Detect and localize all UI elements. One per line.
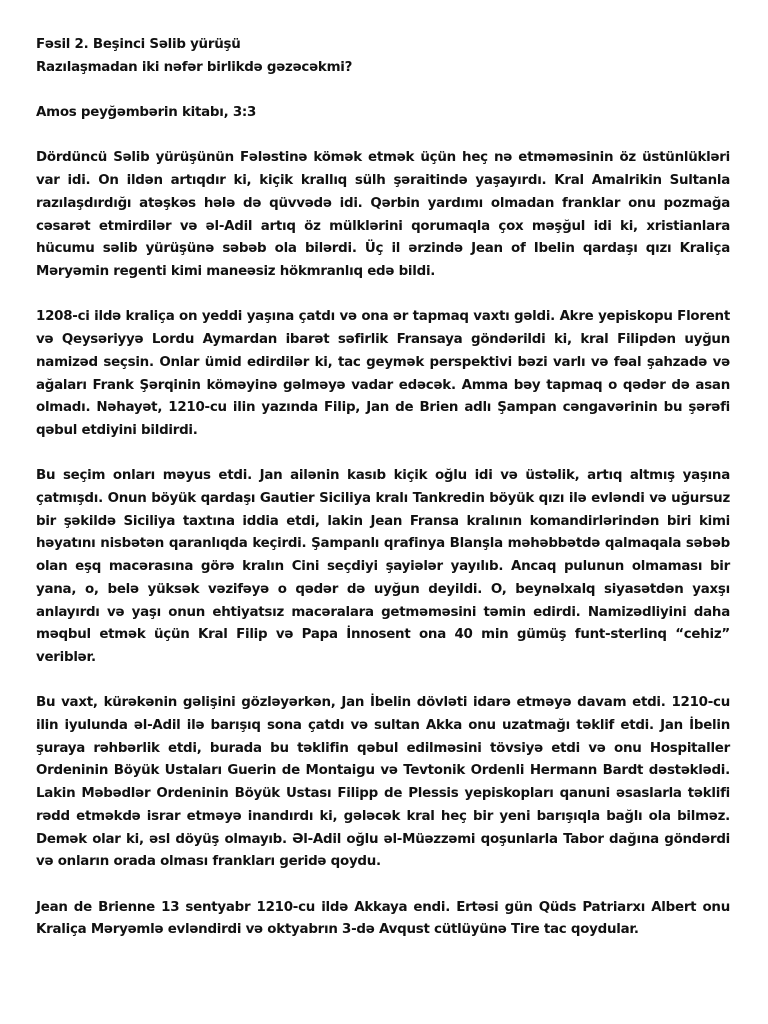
body-paragraph: Dördüncü Səlib yürüşünün Fələstinə kömək etmək üçün heç nə etməməsinin öz üstünlükləri var idi. On ildən artıqdır ki, kiçik krallıq sülh şəraitində yaşayırdı. Kral Amalrikin Sultanla razılaşdırdığı atəşkəs hələ də qüvvədə idi. Qərbin yardımı olmadan franklar onu pozmağa cəsarət etmirdilər və əl-Adil artıq öz mülklərini qorumaqla çox məşğul idi ki, xristianlara hücumu səlib yürüşünə səbəb ola bilərdi. Üç il ərzində Jean of Ibelin qardaşı qızı Kraliça Məryəmin regenti kimi maneəsiz hökmranlıq edə bildi. — [36, 150, 730, 279]
body-paragraph: Bu seçim onları məyus etdi. Jan ailənin kasıb kiçik oğlu idi və üstəlik, artıq altmış yaşına çatmışdı. Onun böyük qardaşı Gautier Siciliya kralı Tankredin böyük qızı ilə evləndi və uğursuz bir şəkildə Siciliya taxtına iddia etdi, lakin Jean Fransa kralının komandirlərindən biri kimi həyatını nisbətən qaranlıqda keçirdi. Şampanlı qrafinya Blanşla məhəbbətdə qalmaqala səbəb olan eşq macərasına görə kralın Cini seçdiyi şayiələr yayılıb. Ancaq pulunun olmaması bir yana, o, belə yüksək vəzifəyə o qədər də uyğun deyildi. O, beynəlxalq siyasətdən yaxşı anlayırdı və yaşı onun ehtiyatsız macəralara getməməsini təmin edirdi. Namizədliyini daha məqbul etmək üçün Kral Filip və Papa İnnosent ona 40 min gümüş funt-sterlinq “cehiz” veriblər. — [36, 468, 730, 665]
chapter-title: Fəsil 2. Beşinci Səlib yürüşü — [36, 37, 241, 52]
document-page — [36, 34, 730, 942]
spacer — [36, 79, 730, 102]
chapter-subtitle: Razılaşmadan iki nəfər birlikdə gəzəcəkmi? — [36, 59, 353, 75]
spacer — [36, 125, 730, 148]
epigraph: Amos peyğəmbərin kitabı, 3:3 — [36, 105, 257, 121]
body-paragraph: Bu vaxt, kürəkənin gəlişini gözləyərkən, Jan İbelin dövləti idarə etməyə davam etdi. 1210-cu ilin iyulunda əl-Adil ilə barışıq sona çatdı və sultan Akka onu uzatmağı təklif etdi. Jan İbelin şuraya rəhbərlik etdi, burada bu təklifin qəbul edilməsini tövsiyə etdi və onu Hospitaller Ordeninin Böyük Ustaları Guerin de Montaigu və Tevtonik Ordenli Hermann Bardt dəstəklədi. Lakin Məbədlər Ordeninin Böyük Ustası Filipp de Plessis yepiskopları qanuni əsaslarla təklifi rədd etməkdə israr etməyə inandırdı ki, gələcək kral heç bir yeni barışıqla bağlı ola bilməz. Demək olar ki, əsl döyüş olmayıb. Əl-Adil oğlu əl-Müəzzəmi qoşunlarla Tabor dağına göndərdi və onların orada olması frankları geridə qoydu. — [36, 695, 730, 870]
body-paragraph: 1208-ci ildə kraliça on yeddi yaşına çatdı və ona ər tapmaq vaxtı gəldi. Akre yepiskopu Florent və Qeysəriyyə Lordu Aymardan ibarət səfirlik Fransaya göndərildi ki, kral Filipdən uyğun namizəd seçsin. Onlar ümid edirdilər ki, tac geymək perspektivi bəzi varlı və fəal şahzadə və ağaları Frank Şərqinin köməyinə gəlməyə vadar edəcək. Amma bəy tapmaq o qədər də asan olmadı. Nəhayət, 1210-cu ilin yazında Filip, Jan de Brien adlı Şampan cəngavərinin bu şərəfi qəbul etdiyini bildirdi. — [36, 309, 730, 438]
body-paragraph: Jean de Brienne 13 sentyabr 1210-cu ildə Akkaya endi. Ertəsi gün Qüds Patriarxı Albert onu Kraliça Məryəmlə evləndirdi və oktyabrın 3-də Avqust cütlüyünə Tire tac qoydular. — [36, 899, 730, 938]
